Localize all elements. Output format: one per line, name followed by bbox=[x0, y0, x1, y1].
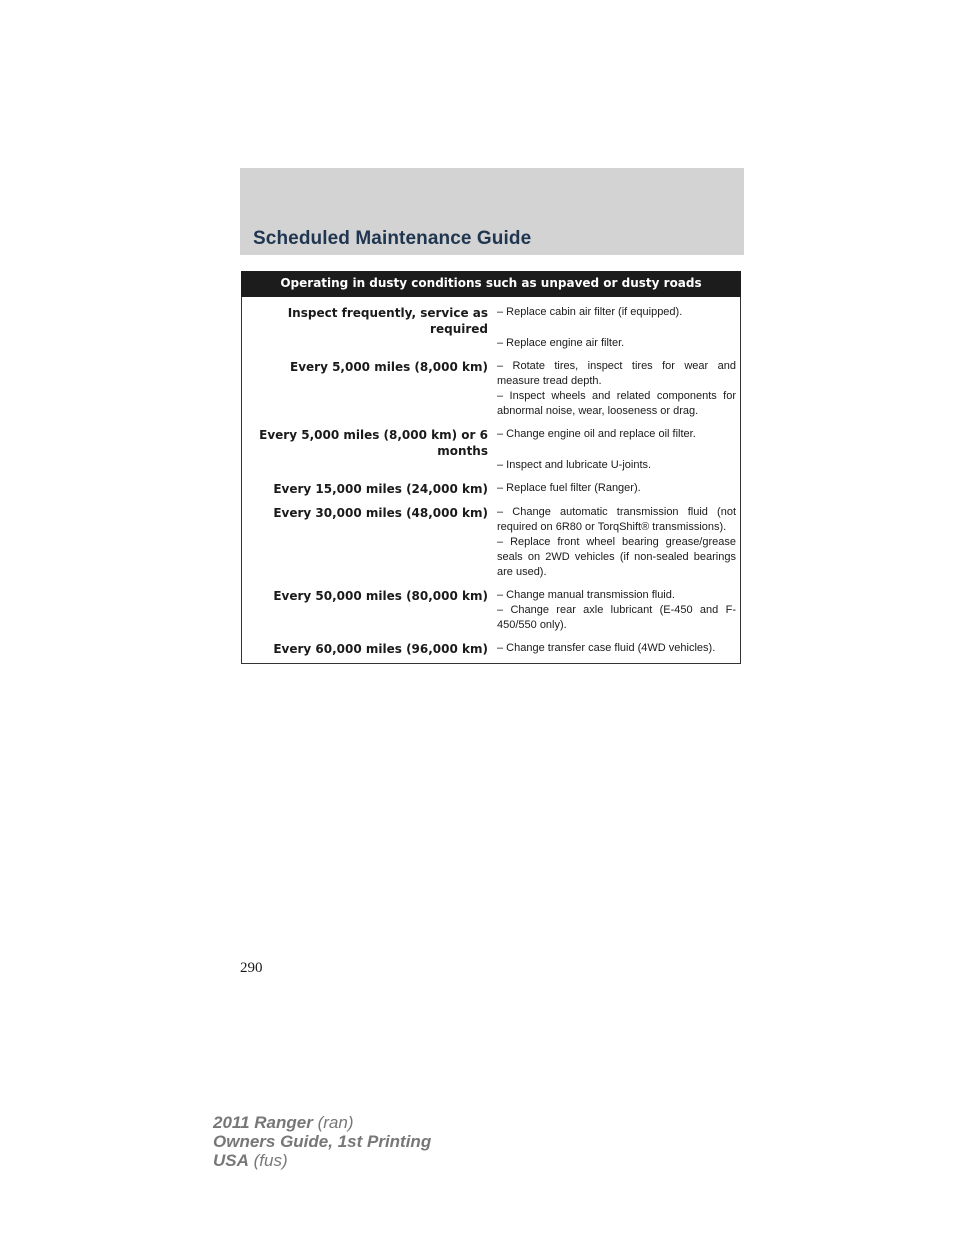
task-list bbox=[497, 588, 736, 633]
interval-label: Every 5,000 miles (8,000 km) or 6 months bbox=[259, 428, 488, 458]
table-row bbox=[242, 481, 740, 497]
footer-printing: Owners Guide, 1st Printing bbox=[213, 1132, 432, 1151]
task-list bbox=[497, 481, 736, 497]
footer-line-model bbox=[213, 1113, 431, 1132]
task-item: – Replace engine air filter. bbox=[497, 337, 625, 349]
footer-line-printing bbox=[213, 1132, 431, 1151]
task-item: – Change automatic transmission fluid (not required on 6R80 or TorqShift® transmissions). bbox=[497, 506, 736, 533]
task-item: – Replace fuel filter (Ranger). bbox=[497, 482, 641, 494]
interval-label: Every 5,000 miles (8,000 km) bbox=[290, 360, 488, 374]
interval-label: Every 60,000 miles (96,000 km) bbox=[273, 642, 488, 656]
interval-label: Every 15,000 miles (24,000 km) bbox=[273, 482, 488, 496]
task-item: – Change engine oil and replace oil filter. bbox=[497, 428, 696, 440]
task-item: – Change manual transmission fluid. bbox=[497, 589, 675, 601]
interval-label: Every 50,000 miles (80,000 km) bbox=[273, 589, 488, 603]
task-item: – Change transfer case fluid (4WD vehicles). bbox=[497, 642, 716, 654]
task-list bbox=[497, 359, 736, 419]
table-row bbox=[242, 505, 740, 580]
table-header: Operating in dusty conditions such as unpaved or dusty roads bbox=[241, 271, 741, 297]
task-list bbox=[497, 305, 736, 351]
print-footer bbox=[213, 1113, 431, 1170]
task-list bbox=[497, 505, 736, 580]
footer-market: USA bbox=[213, 1151, 249, 1170]
footer-model-name: 2011 Ranger bbox=[213, 1113, 313, 1132]
page-number: 290 bbox=[240, 960, 263, 976]
interval-label: Every 30,000 miles (48,000 km) bbox=[273, 506, 488, 520]
task-item: – Change rear axle lubricant (E-450 and F-450/550 only). bbox=[497, 604, 736, 631]
footer-market-code: (fus) bbox=[253, 1151, 288, 1170]
interval-label: Inspect frequently, service as required bbox=[287, 306, 488, 336]
task-item: – Replace front wheel bearing grease/grease seals on 2WD vehicles (if non-sealed bearings are used). bbox=[497, 536, 736, 578]
section-title: Scheduled Maintenance Guide bbox=[253, 228, 532, 249]
task-list bbox=[497, 427, 736, 473]
table-row bbox=[242, 641, 740, 657]
footer-model-code: (ran) bbox=[317, 1113, 354, 1132]
table-row bbox=[242, 427, 740, 473]
table-row bbox=[242, 305, 740, 351]
table-row bbox=[242, 588, 740, 633]
footer-line-market bbox=[213, 1151, 431, 1170]
section-header-band bbox=[240, 168, 744, 255]
maintenance-table bbox=[241, 271, 741, 664]
task-item: – Rotate tires, inspect tires for wear and measure tread depth. bbox=[497, 360, 736, 387]
table-row bbox=[242, 359, 740, 419]
task-item: – Replace cabin air filter (if equipped). bbox=[497, 306, 683, 318]
task-item: – Inspect wheels and related components for abnormal noise, wear, looseness or drag. bbox=[497, 390, 736, 417]
task-item: – Inspect and lubricate U-joints. bbox=[497, 459, 652, 471]
task-list bbox=[497, 641, 736, 657]
